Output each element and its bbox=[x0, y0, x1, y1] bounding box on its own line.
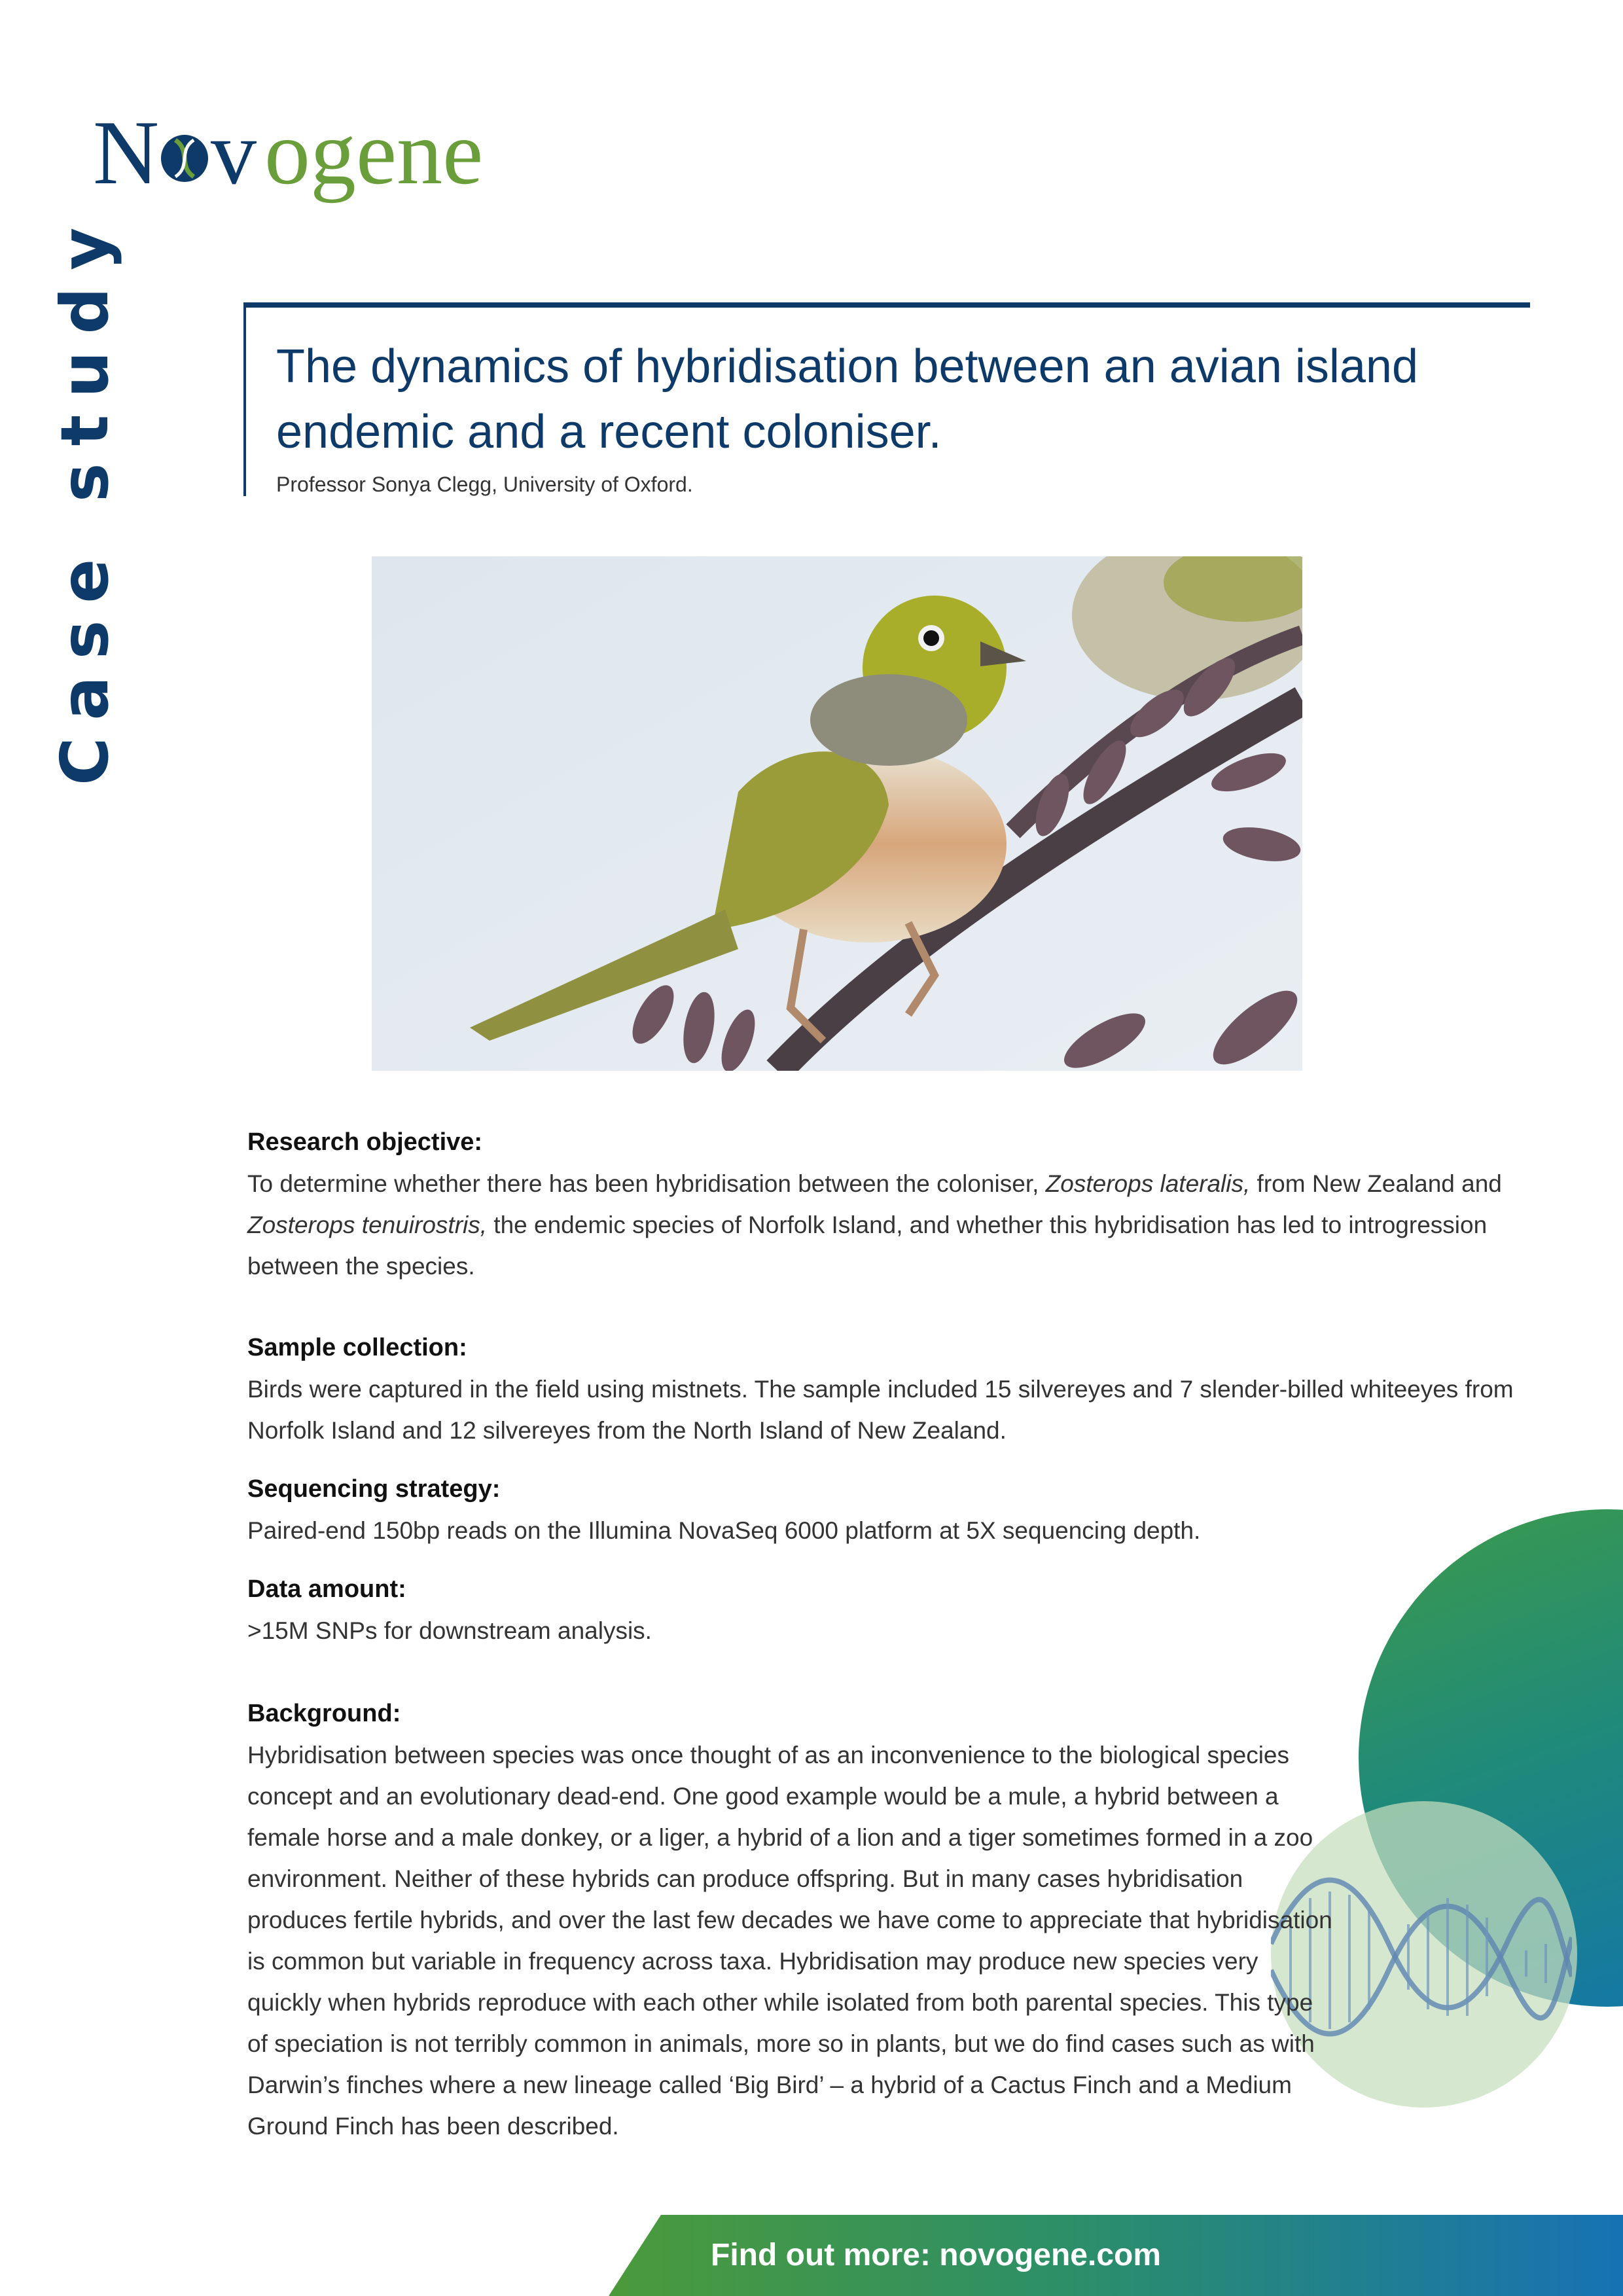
sample-collection-heading: Sample collection: bbox=[247, 1334, 467, 1361]
sequencing-strategy-heading: Sequencing strategy: bbox=[247, 1475, 501, 1503]
objective-text-part: To determine whether there has been hybridisation between the coloniser, bbox=[247, 1170, 1046, 1197]
title-side-rule bbox=[243, 302, 246, 496]
species-name-tenuirostris: Zosterops tenuirostris, bbox=[247, 1211, 488, 1238]
data-amount-text: >15M SNPs for downstream analysis. bbox=[247, 1617, 652, 1644]
background-heading: Background: bbox=[247, 1700, 401, 1727]
research-objective-text bbox=[247, 1163, 1530, 1287]
objective-text-part: from New Zealand and bbox=[1250, 1170, 1502, 1197]
sequencing-strategy-text: Paired-end 150bp reads on the Illumina NovaSeq 6000 platform at 5X sequencing depth. bbox=[247, 1517, 1201, 1544]
research-objective-section bbox=[247, 1122, 1530, 1287]
background-text: Hybridisation between species was once thought of as an inconvenience to the biological species concept and an evolutionary dead-end. One good example would be a mule, a hybrid between a female horse and a male donkey, or a liger, a hybrid of a lion and a tiger sometimes formed in a zoo environment. Neither of these hybrids can produce offspring. But in many cases hybridisation produces fertile hybrids, and over the last few decades we have come to appreciate that hybridisation is common but variable in frequency across taxa. Hybridisation may produce new species very quickly when hybrids reproduce with each other while isolated from both parental species. This type of speciation is not terribly common in animals, more so in plants, but we do find cases such as with Darwin’s finches where a new lineage called ‘Big Bird’ – a hybrid of a Cactus Finch and a Medium Ground Finch has been described. bbox=[247, 1742, 1332, 2140]
title-top-rule bbox=[243, 302, 1530, 308]
sample-collection-section bbox=[247, 1327, 1530, 1451]
svg-text:ogene: ogene bbox=[264, 102, 484, 204]
sample-collection-text: Birds were captured in the field using mistnets. The sample included 15 silvereyes and 7 slender-billed whiteeyes from Norfolk Island and 12 silvereyes from the North Island of New Zealand. bbox=[247, 1376, 1514, 1444]
species-name-lateralis: Zosterops lateralis, bbox=[1045, 1170, 1251, 1197]
logo-icon bbox=[93, 98, 486, 216]
svg-text:N: N bbox=[93, 102, 160, 204]
background-section bbox=[247, 1693, 1334, 2147]
novogene-logo bbox=[93, 98, 486, 216]
bird-photo-icon bbox=[372, 556, 1302, 1071]
case-study-label: Case study bbox=[46, 210, 123, 785]
data-amount-section bbox=[247, 1569, 1530, 1651]
objective-text-part: the endemic species of Norfolk Island, and whether this hybridisation has led to introgression between the species. bbox=[247, 1211, 1488, 1280]
author-line: Professor Sonya Clegg, University of Oxford. bbox=[276, 473, 693, 496]
page-title: The dynamics of hybridisation between an avian island endemic and a recent coloniser. bbox=[276, 340, 1419, 458]
data-amount-heading: Data amount: bbox=[247, 1575, 406, 1603]
research-objective-heading: Research objective: bbox=[247, 1128, 483, 1156]
bird-photo bbox=[372, 556, 1302, 1071]
find-out-more-link[interactable]: Find out more: novogene.com bbox=[711, 2238, 1162, 2272]
svg-text:v: v bbox=[211, 102, 257, 204]
sequencing-strategy-section bbox=[247, 1469, 1530, 1551]
